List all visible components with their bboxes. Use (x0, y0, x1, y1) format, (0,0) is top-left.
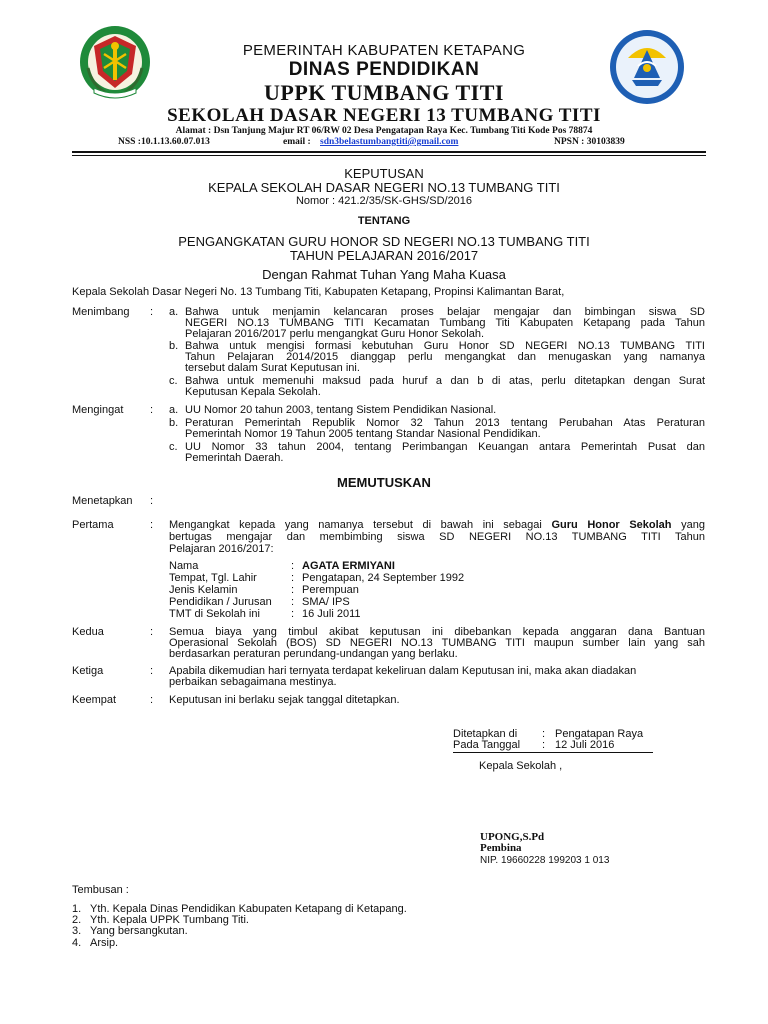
letterhead-address: Alamat : Dsn Tanjung Majur RT 06/RW 02 Desa Pengatapan Raya Kec. Tumbang Titi Kode Pos 78874 (175, 126, 593, 136)
signatory-rank: Pembina (480, 842, 522, 854)
keempat-label: Keempat (72, 694, 117, 706)
menimbang-a-line3: Pelajaran 2016/2017 perlu mengangkat Guru Honor Sekolah. (185, 328, 485, 340)
decree-blessing: Dengan Rahmat Tuhan Yang Maha Kuasa (262, 267, 506, 282)
teacher-tmt-value: 16 Juli 2011 (302, 608, 361, 620)
pertama-label: Pertama (72, 519, 114, 531)
tembusan-item: Yang bersangkutan. (90, 925, 188, 937)
letterhead-school: SEKOLAH DASAR NEGERI 13 TUMBANG TITI (167, 105, 601, 126)
school-nss: NSS :10.1.13.60.07.013 (118, 137, 210, 147)
school-email-link[interactable]: sdn3belastumbangtiti@gmail.com (320, 137, 459, 147)
mengingat-a-line1: UU Nomor 20 tahun 2003, tentang Sistem Pendidikan Nasional. (185, 404, 497, 416)
signatory-name: UPONG,S.Pd (480, 831, 545, 843)
sign-date-colon: : (542, 739, 546, 751)
teacher-gender-colon: : (291, 584, 295, 596)
kedua-label: Kedua (72, 626, 104, 638)
keempat-colon: : (150, 694, 154, 706)
tembusan-item-number: 1. (72, 903, 82, 915)
tembusan-item-number: 3. (72, 925, 82, 937)
teacher-name-value: AGATA ERMIYANI (302, 560, 395, 572)
mengingat-c-line2: Pemerintah Daerah. (185, 452, 284, 464)
ketiga-label: Ketiga (72, 665, 104, 677)
menimbang-colon: : (150, 306, 154, 318)
letterhead-contact-line (118, 137, 658, 149)
menimbang-a-line1: Bahwa untuk menjamin kelancaran proses belajar mengajar dan bimbingan siswa SD (185, 306, 705, 318)
teacher-birth-colon: : (291, 572, 295, 584)
letterhead-department: DINAS PENDIDIKAN (288, 59, 480, 80)
sign-date-row (453, 740, 653, 753)
pertama-line1-pre: Mengangkat kepada yang namanya tersebut di bawah ini sebagai (169, 519, 552, 531)
teacher-education-value: SMA/ IPS (302, 596, 350, 608)
teacher-birth-label: Tempat, Tgl. Lahir (169, 572, 257, 584)
pertama-colon: : (150, 519, 154, 531)
mengingat-b-line1: Peraturan Pemerintah Republik Nomor 32 Tahun 2013 tentang Perubahan Atas Peraturan (185, 417, 705, 429)
email-label: email : (283, 137, 311, 147)
mengingat-c-line1: UU Nomor 33 tahun 2004, tentang Perimbangan Keuangan antara Pemerintah Pusat dan (185, 441, 705, 453)
decree-subject-line2: TAHUN PELAJARAN 2016/2017 (289, 248, 479, 263)
tembusan-item: Yth. Kepala Dinas Pendidikan Kabupaten Ketapang di Ketapang. (90, 903, 407, 915)
letterhead-rule-thick (72, 151, 706, 153)
menimbang-c-marker: c. (169, 375, 178, 387)
teacher-name-label: Nama (169, 560, 199, 572)
ketiga-colon: : (150, 665, 154, 677)
ketiga-line1: Apabila dikemudian hari ternyata terdapat kekeliruan dalam Keputusan ini, maka akan diadakan (169, 665, 637, 677)
decree-about: TENTANG (357, 215, 411, 227)
teacher-education-label: Pendidikan / Jurusan (169, 596, 272, 608)
decree-issuer: KEPALA SEKOLAH DASAR NEGERI NO.13 TUMBANG TITI (208, 180, 560, 195)
tembusan-item-number: 2. (72, 914, 82, 926)
teacher-name-colon: : (291, 560, 295, 572)
kedua-line3: berdasarkan peraturan perundang-undangan yang berlaku. (169, 648, 458, 660)
tembusan-item: Yth. Kepala UPPK Tumbang Titi. (90, 914, 249, 926)
menimbang-b-line2: Tahun Pelajaran 2014/2015 dianggap perlu mengangkat dan menugaskan yang namanya (185, 351, 705, 363)
pertama-line2: bertugas mengajar dan membimbing siswa SD NEGERI NO.13 TUMBANG TITI Tahun (169, 531, 705, 543)
sign-date-label: Pada Tanggal (453, 739, 521, 751)
teacher-tmt-colon: : (291, 608, 295, 620)
sign-place-label: Ditetapkan di (453, 728, 518, 740)
letterhead-rule-thin (72, 155, 706, 156)
menetapkan-label: Menetapkan (72, 495, 133, 507)
teacher-tmt-label: TMT di Sekolah ini (169, 608, 260, 620)
keempat-line1: Keputusan ini berlaku sejak tanggal ditetapkan. (169, 694, 400, 706)
letterhead-unit: UPPK TUMBANG TITI (264, 80, 504, 105)
tembusan-label: Tembusan : (72, 884, 129, 896)
mengingat-a-marker: a. (169, 404, 179, 416)
menimbang-label: Menimbang (72, 306, 130, 318)
kedua-line1: Semua biaya yang timbul akibat keputusan ini dibebankan kepada anggaran dana Bantuan (169, 626, 705, 638)
kedua-line2: Operasional Sekolah (BOS) SD NEGERI NO.13 TUMBANG TITI maupun sumber lain yang sah (169, 637, 705, 649)
decree-number: Nomor : 421.2/35/SK-GHS/SD/2016 (295, 195, 473, 207)
kedua-colon: : (150, 626, 154, 638)
mengingat-c-marker: c. (169, 441, 178, 453)
sign-date-value: 12 Juli 2016 (555, 739, 615, 751)
menimbang-c-line1: Bahwa untuk memenuhi maksud pada huruf a dan b di atas, perlu ditetapkan dengan Surat (185, 375, 705, 387)
ketiga-line2: perbaikan sebagaimana mestinya. (169, 676, 337, 688)
menimbang-c-line2: Keputusan Kepala Sekolah. (185, 386, 321, 398)
tembusan-item-number: 4. (72, 937, 82, 949)
school-npsn: NPSN : 30103839 (554, 137, 625, 147)
teacher-gender-value: Perempuan (302, 584, 359, 596)
pertama-role-bold: Guru Honor Sekolah (551, 519, 672, 531)
mengingat-b-marker: b. (169, 417, 179, 429)
sign-role: Kepala Sekolah , (479, 760, 563, 772)
decree-subject-line1: PENGANGKATAN GURU HONOR SD NEGERI NO.13 TUMBANG TITI (178, 234, 590, 249)
decision-title: MEMUTUSKAN (337, 475, 431, 490)
sign-place-colon: : (542, 728, 546, 740)
teacher-gender-label: Jenis Kelamin (169, 584, 238, 596)
mengingat-colon: : (150, 404, 154, 416)
teacher-birth-value: Pengatapan, 24 September 1992 (302, 572, 465, 584)
menimbang-a-marker: a. (169, 306, 179, 318)
teacher-education-colon: : (291, 596, 295, 608)
sign-place-value: Pengatapan Raya (555, 728, 644, 740)
mengingat-label: Mengingat (72, 404, 124, 416)
menimbang-b-line1: Bahwa untuk mengisi formasi kebutuhan Guru Honor SD NEGERI NO.13 TUMBANG TITI (185, 340, 705, 352)
pertama-line1-post: yang (671, 519, 705, 531)
pertama-line3: Pelajaran 2016/2017: (169, 543, 274, 555)
tembusan-item: Arsip. (90, 937, 119, 949)
decree-intro: Kepala Sekolah Dasar Negeri No. 13 Tumbang Titi, Kabupaten Ketapang, Propinsi Kalimantan Barat, (72, 286, 565, 298)
decree-title: KEPUTUSAN (344, 166, 424, 181)
menimbang-b-line3: tersebut dalam Surat Keputusan ini. (185, 362, 360, 374)
menimbang-a-line2: NEGERI NO.13 TUMBANG TITI Kecamatan Tumbang Titi Kabupaten Ketapang pada Tahun (185, 317, 705, 329)
menetapkan-colon: : (150, 495, 154, 507)
menimbang-b-marker: b. (169, 340, 179, 352)
signatory-nip: NIP. 19660228 199203 1 013 (480, 855, 610, 866)
mengingat-b-line2: Pemerintah Nomor 19 Tahun 2005 tentang Standar Nasional Pendidikan. (185, 428, 541, 440)
pertama-line1 (169, 520, 705, 531)
letterhead-government: PEMERINTAH KABUPATEN KETAPANG (242, 42, 526, 59)
